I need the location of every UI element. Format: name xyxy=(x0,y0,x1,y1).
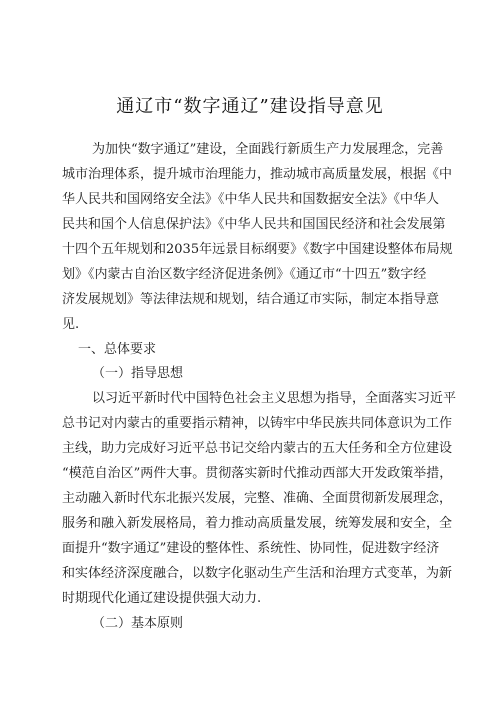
body-line: 时期现代化通辽建设提供强大动力. xyxy=(62,591,262,606)
body-line: 民共和国个人信息保护法》《中华人民共和国国民经济和社会发展第 xyxy=(62,217,446,232)
body-line: 为加快“数字通辽”建设，全面践行新质生产力发展理念，完善 xyxy=(92,142,444,157)
body-line: 以习近平新时代中国特色社会主义思想为指导，全面落实习近平 xyxy=(92,391,457,406)
body-line: 见. xyxy=(62,317,80,332)
subsection-heading: （一）指导思想 xyxy=(92,366,184,381)
body-line: 划》《内蒙古自治区数字经济促进条例》《通辽市“十四五”数字经 xyxy=(62,267,427,282)
body-line: 华人民共和国网络安全法》《中华人民共和国数据安全法》《中华人 xyxy=(62,192,440,207)
body-line: 服务和融入新发展格局，着力推动高质量发展，统筹发展和安全，全 xyxy=(62,516,453,531)
body-line: 十四个五年规划和2035年远景目标纲要》《数字中国建设整体布局规 xyxy=(62,242,453,257)
body-line: 城市治理体系，提升城市治理能力，推动城市高质量发展，根据《中 xyxy=(62,167,453,182)
body-line: 和实体经济深度融合，以数字化驱动生产生活和治理方式变革，为新 xyxy=(62,566,453,581)
body-line: 济发展规划》等法律法规和规划，结合通辽市实际，制定本指导意 xyxy=(62,292,440,307)
section-heading: 一、总体要求 xyxy=(78,342,157,357)
body-line: 面提升“数字通辽”建设的整体性、系统性、协同性，促进数字经济 xyxy=(62,541,440,556)
body-line: 主线，助力完成好习近平总书记交给内蒙古的五大任务和全方位建设 xyxy=(62,441,453,456)
body-line: 主动融入新时代东北振兴发展，完整、准确、全面贯彻新发展理念， xyxy=(62,491,453,506)
body-line: “模范自治区”两件大事。贯彻落实新时代推动西部大开发政策举措， xyxy=(62,466,453,481)
subsection-heading: （二）基本原则 xyxy=(92,616,184,631)
document-title: 通辽市“数字通辽”建设指导意见 xyxy=(116,96,384,117)
body-line: 总书记对内蒙古的重要指示精神，以铸牢中华民族共同体意识为工作 xyxy=(62,416,453,431)
